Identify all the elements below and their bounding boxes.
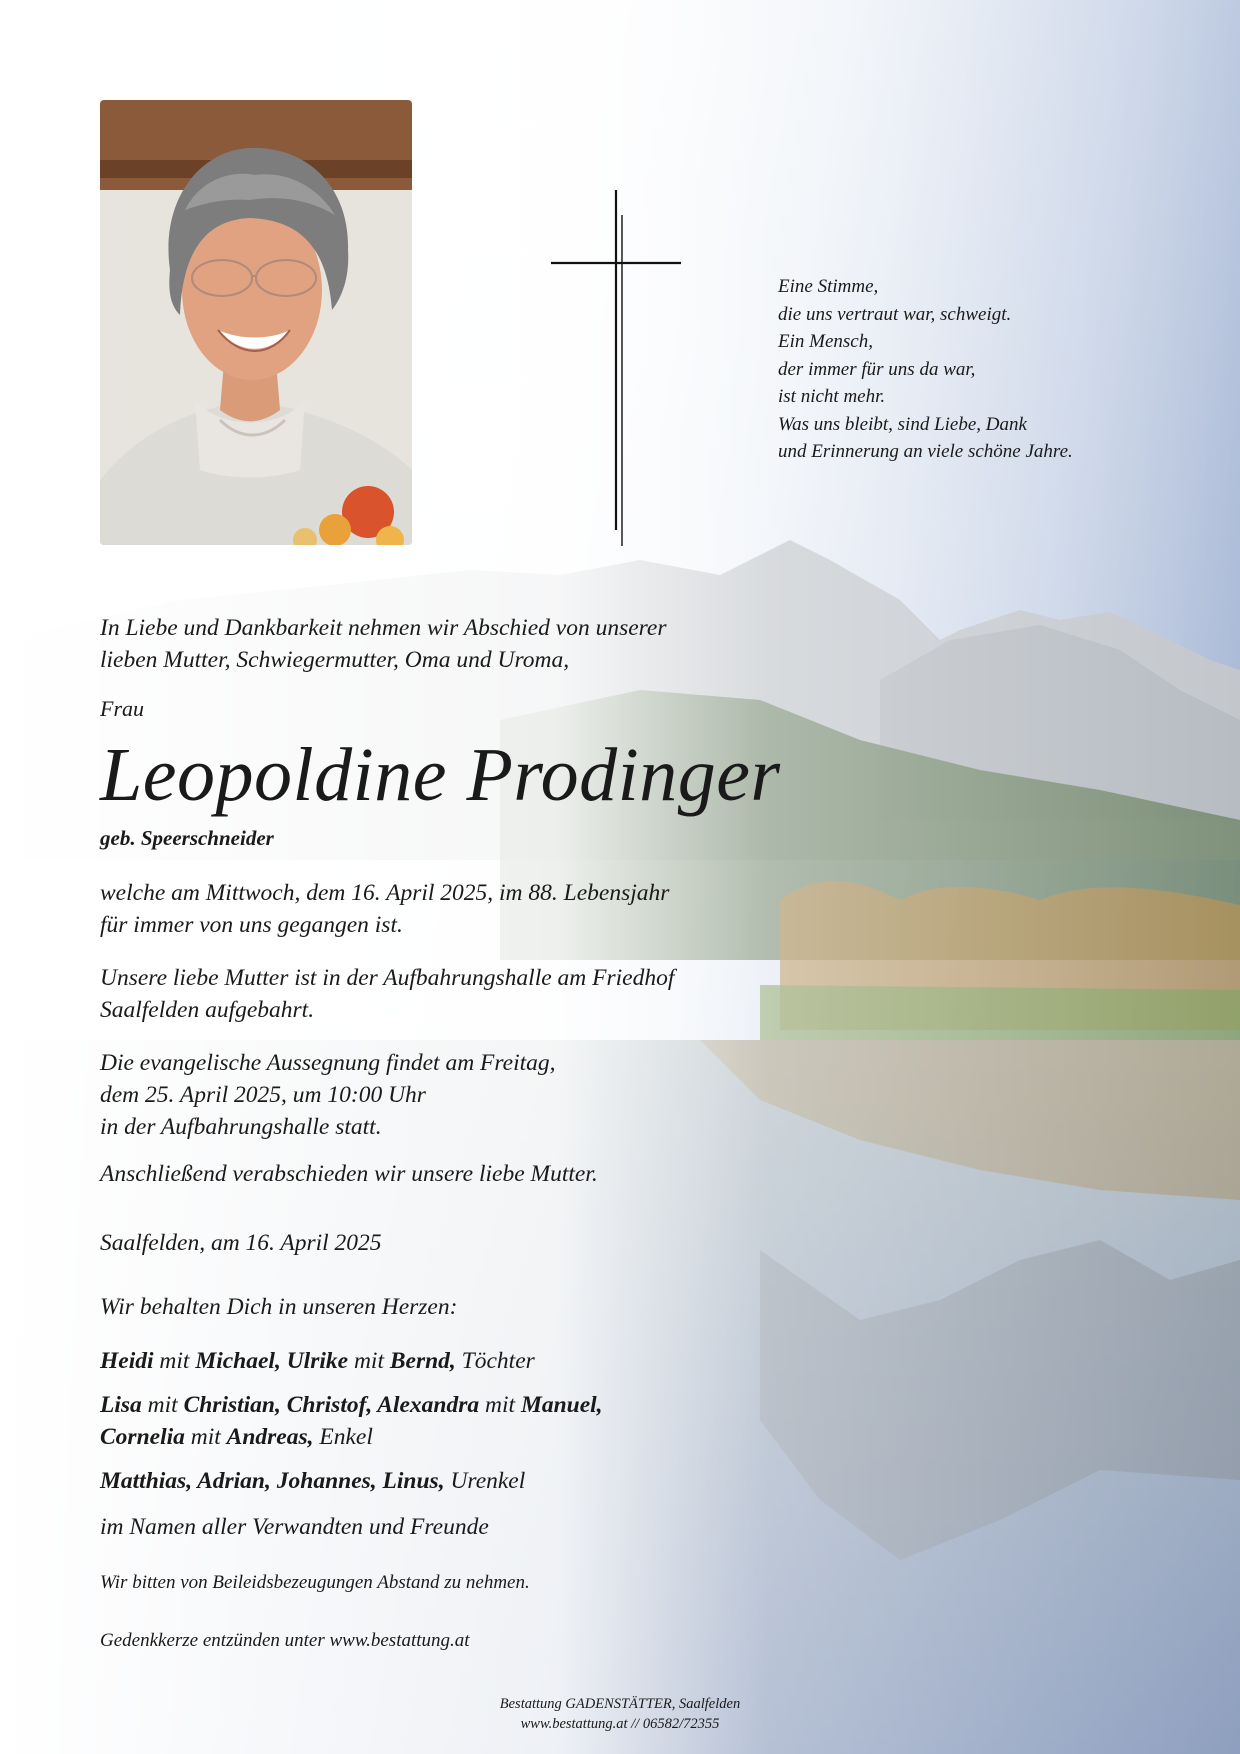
family-name: Michael, Ulrike [195, 1348, 349, 1374]
paragraph-line: dem 25. April 2025, um 10:00 Uhr [100, 1082, 426, 1108]
poem-line: Ein Mensch, [778, 331, 873, 352]
family-name: Christian, Christof, Alexandra [183, 1392, 480, 1418]
place-date: Saalfelden, am 16. April 2025 [100, 1230, 382, 1256]
family-connector: mit [141, 1392, 184, 1418]
family-connector: mit [348, 1348, 390, 1374]
paragraph-line: für immer von uns gegangen ist. [100, 912, 403, 938]
ceremony-paragraph [100, 1047, 556, 1143]
paragraph-line: Anschließend verabschieden wir unsere liebe Mutter. [100, 1161, 598, 1187]
poem [778, 273, 1073, 466]
poem-line: die uns vertraut war, schweigt. [778, 303, 1012, 325]
portrait-photo [100, 100, 412, 545]
hearts-line: Wir behalten Dich in unseren Herzen: [100, 1294, 458, 1320]
intro-line: In Liebe und Dankbarkeit nehmen wir Abschied von unserer [100, 615, 667, 641]
family-great-grandchildren [100, 1465, 525, 1497]
family-connector: mit [184, 1424, 227, 1450]
poem-line: und Erinnerung an viele schöne Jahre. [778, 441, 1073, 462]
salutation: Frau [100, 696, 144, 721]
condolence-note: Wir bitten von Beileidsbezeugungen Abstand zu nehmen. [100, 1572, 530, 1593]
family-relatives: im Namen aller Verwandten und Freunde [100, 1514, 489, 1540]
birth-name: geb. Speerschneider [100, 826, 274, 850]
intro-line: lieben Mutter, Schwiegermutter, Oma und Uroma, [100, 647, 570, 673]
poem-line: ist nicht mehr. [778, 386, 886, 407]
paragraph-line: welche am Mittwoch, dem 16. April 2025, im 88. Lebensjahr [100, 880, 670, 906]
family-line [100, 1421, 603, 1453]
poem-line: der immer für uns da war, [778, 358, 976, 380]
family-relation: Enkel [313, 1424, 373, 1450]
family-relation: Urenkel [444, 1468, 526, 1494]
paragraph-line: in der Aufbahrungshalle statt. [100, 1114, 382, 1140]
footer-line: Bestattung GADENSTÄTTER, Saalfelden [499, 1696, 741, 1712]
family-line [100, 1389, 603, 1421]
cross-icon [551, 190, 683, 546]
family-name: Lisa [100, 1392, 142, 1418]
family-name: Andreas, [226, 1424, 314, 1450]
paragraph-line: Unsere liebe Mutter ist in der Aufbahrungshalle am Friedhof [100, 965, 675, 991]
paragraph-line: Saalfelden aufgebahrt. [100, 997, 315, 1023]
family-relation: Töchter [455, 1348, 535, 1374]
deceased-name: Leopoldine Prodinger [100, 733, 781, 817]
family-name: Cornelia [100, 1424, 185, 1450]
poem-line: Eine Stimme, [778, 276, 879, 297]
death-paragraph [100, 877, 669, 941]
family-name: Manuel, [520, 1392, 603, 1418]
family-connector: mit [153, 1348, 196, 1374]
intro-text [100, 612, 667, 676]
family-connector: mit [479, 1392, 521, 1418]
family-daughters [100, 1345, 535, 1377]
family-name: Heidi [100, 1348, 154, 1374]
candle-note: Gedenkkerze entzünden unter www.bestattung.at [100, 1630, 470, 1651]
poem-line: Was uns bleibt, sind Liebe, Dank [778, 413, 1027, 435]
paragraph-line: Die evangelische Aussegnung findet am Freitag, [100, 1050, 556, 1076]
funeral-home-footer [0, 1694, 1240, 1734]
family-name: Matthias, Adrian, Johannes, Linus, [100, 1468, 445, 1494]
farewell-paragraph [100, 1158, 598, 1190]
family-name: Bernd, [389, 1348, 456, 1374]
footer-line: www.bestattung.at // 06582/72355 [520, 1716, 720, 1732]
family-grandchildren [100, 1389, 603, 1453]
laid-out-paragraph [100, 962, 674, 1026]
